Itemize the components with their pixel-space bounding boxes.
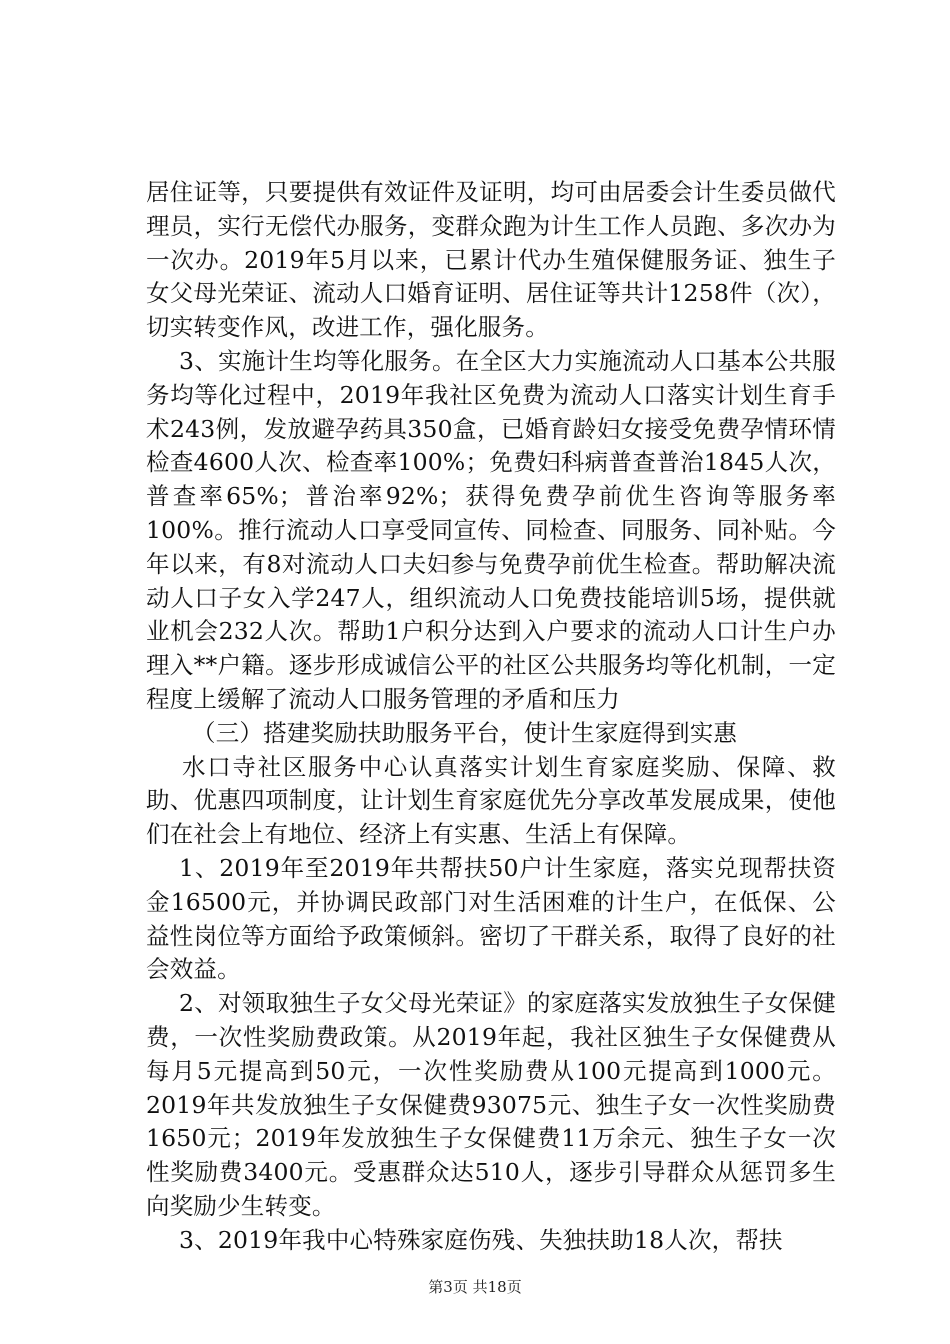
document-body (146, 176, 836, 1258)
page-number-footer: 第3页 共18页 (428, 1278, 522, 1296)
paragraph-item-2-only-child-fees: 2、对领取独生子女父母光荣证》的家庭落实发放独生子女保健费，一次性奖励费政策。从2019年起，我社区独生子女保健费从每月5元提高到50元，一次性奖励费从100元提高到1000元。2019年共发放独生子女保健费93075元、独生子女一次性奖励费1650元；2019年发放独生子女保健费11万余元、独生子女一次性奖励费3400元。受惠群众达510人，逐步引导群众从惩罚多生向奖励少生转变。 (146, 989, 836, 1220)
paragraph-item-1-assistance: 1、2019年至2019年共帮扶50户计生家庭，落实兑现帮扶资金16500元，并协调民政部门对生活困难的计生户，在低保、公益性岗位等方面给予政策倾斜。密切了干群关系，取得了良好的社会效益。 (146, 853, 836, 984)
paragraph-continuation: 居住证等，只要提供有效证件及证明，均可由居委会计生委员做代理员，实行无偿代办服务，变群众跑为计生工作人员跑、多次办为一次办。2019年5月以来，已累计代办生殖保健服务证、独生子女父母光荣证、流动人口婚育证明、居住证等共计1258件（次），切实转变作风，改进工作，强化服务。 (146, 178, 836, 342)
paragraph-section-3-equalization: 3、实施计生均等化服务。在全区大力实施流动人口基本公共服务均等化过程中，2019年我社区免费为流动人口落实计划生育手术243例，发放避孕药具350盒，已婚育龄妇女接受免费孕情环情检查4600人次、检查率100%；免费妇科病普查普治1845人次，普查率65%；普治率92%；获得免费孕前优生咨询等服务率100%。推行流动人口享受同宣传、同检查、同服务、同补贴。今年以来，有8对流动人口夫妇参与免费孕前优生检查。帮助解决流动人口子女入学247人，组织流动人口免费技能培训5场，提供就业机会232人次。帮助1户积分达到入户要求的流动人口计生户办理入**户籍。逐步形成诚信公平的社区公共服务均等化机制，一定程度上缓解了流动人口服务管理的矛盾和压力 (146, 346, 836, 713)
section-heading-reward-platform: （三）搭建奖励扶助服务平台，使计生家庭得到实惠 (192, 718, 738, 747)
paragraph-item-3-special-families: 3、2019年我中心特殊家庭伤残、失独扶助18人次，帮扶 (179, 1225, 783, 1254)
paragraph-service-center-intro: 水口寺社区服务中心认真落实计划生育家庭奖励、保障、救助、优惠四项制度，让计划生育家庭优先分享改革发展成果，使他们在社会上有地位、经济上有实惠、生活上有保障。 (146, 752, 836, 849)
